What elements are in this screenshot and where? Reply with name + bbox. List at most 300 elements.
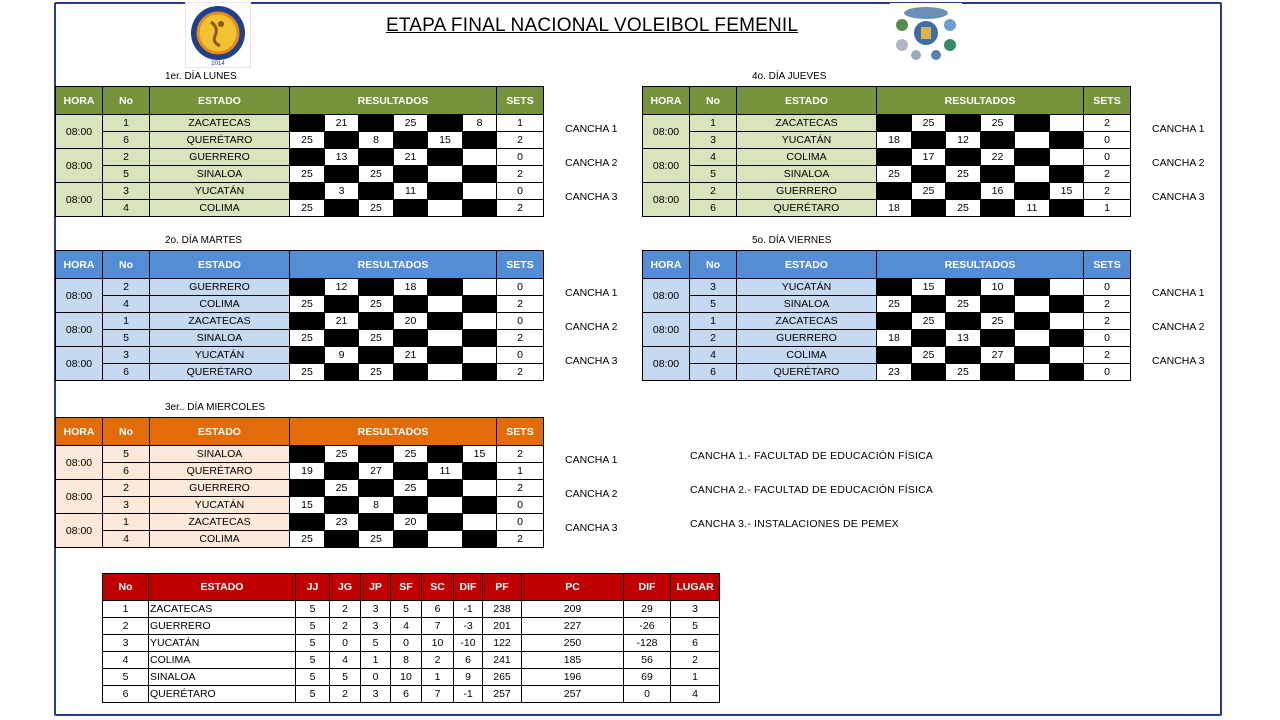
standings-header: No	[103, 574, 149, 601]
score-blank	[877, 279, 912, 296]
standings-row	[103, 618, 720, 635]
score-blank	[290, 347, 325, 364]
sets-won: 0	[1084, 364, 1131, 381]
sets-won: 1	[497, 115, 544, 132]
team-state: COLIMA	[150, 200, 290, 217]
sets-won: 2	[497, 446, 544, 463]
team-number: 3	[103, 497, 150, 514]
set-score	[463, 313, 497, 330]
sets-won: 2	[497, 132, 544, 149]
score-blank	[290, 446, 325, 463]
standings-cell: 69	[624, 669, 671, 686]
standings-cell: 3	[361, 618, 391, 635]
match-row	[56, 514, 544, 531]
set-score	[1015, 296, 1050, 313]
score-blank	[981, 132, 1015, 149]
team-state: ZACATECAS	[737, 313, 877, 330]
header-hora: HORA	[643, 87, 690, 115]
match-row	[643, 313, 1131, 330]
set-score: 25	[359, 364, 394, 381]
header-no: No	[103, 418, 150, 446]
team-state: GUERRERO	[150, 480, 290, 497]
score-blank	[463, 296, 497, 313]
team-state: ZACATECAS	[150, 313, 290, 330]
header-resultados: RESULTADOS	[290, 418, 497, 446]
sets-won: 0	[497, 347, 544, 364]
score-blank	[1015, 115, 1050, 132]
set-score: 20	[394, 514, 428, 531]
match-time: 08:00	[56, 279, 103, 313]
set-score	[1015, 166, 1050, 183]
team-number: 5	[690, 166, 737, 183]
score-blank	[1015, 149, 1050, 166]
team-state: YUCATÁN	[737, 279, 877, 296]
court-label: CANCHA 3	[1152, 191, 1205, 203]
match-time: 08:00	[56, 115, 103, 149]
set-score	[1015, 330, 1050, 347]
score-blank	[1050, 132, 1084, 149]
set-score: 25	[359, 531, 394, 548]
score-blank	[877, 149, 912, 166]
match-row	[56, 497, 544, 514]
standings-cell: 5	[330, 669, 361, 686]
score-blank	[428, 313, 463, 330]
sets-won: 0	[497, 183, 544, 200]
team-number: 5	[103, 166, 150, 183]
team-state: SINALOA	[150, 330, 290, 347]
standings-cell: 5	[103, 669, 149, 686]
score-blank	[359, 313, 394, 330]
match-row	[56, 166, 544, 183]
score-blank	[1015, 279, 1050, 296]
sets-won: 0	[497, 149, 544, 166]
standings-header: JP	[361, 574, 391, 601]
sets-won: 2	[1084, 115, 1131, 132]
set-score: 23	[325, 514, 359, 531]
match-row	[643, 166, 1131, 183]
set-score: 25	[290, 531, 325, 548]
sets-won: 2	[497, 330, 544, 347]
score-blank	[463, 166, 497, 183]
sets-won: 1	[497, 463, 544, 480]
sets-won: 2	[497, 480, 544, 497]
standings-cell: 29	[624, 601, 671, 618]
court-label: CANCHA 1	[1152, 287, 1205, 299]
header-hora: HORA	[56, 251, 103, 279]
standings-cell: 4	[391, 618, 422, 635]
match-row	[56, 347, 544, 364]
set-score: 13	[946, 330, 981, 347]
set-score: 25	[946, 200, 981, 217]
set-score: 22	[981, 149, 1015, 166]
set-score: 25	[359, 166, 394, 183]
sets-won: 2	[1084, 347, 1131, 364]
standings-cell: 2	[330, 601, 361, 618]
standings-cell: -10	[454, 635, 483, 652]
team-number: 4	[103, 296, 150, 313]
header-no: No	[690, 251, 737, 279]
day-label: 3er.. DÍA MIERCOLES	[165, 402, 266, 413]
standings-cell: 5	[296, 669, 330, 686]
standings-cell: 122	[483, 635, 522, 652]
score-blank	[359, 446, 394, 463]
set-score: 25	[946, 296, 981, 313]
sets-won: 2	[497, 200, 544, 217]
set-score	[1050, 347, 1084, 364]
score-blank	[428, 347, 463, 364]
score-blank	[325, 330, 359, 347]
score-blank	[325, 364, 359, 381]
set-score: 25	[877, 296, 912, 313]
set-score: 25	[981, 115, 1015, 132]
standings-cell: -3	[454, 618, 483, 635]
team-state: YUCATÁN	[150, 347, 290, 364]
team-state: SINALOA	[150, 166, 290, 183]
match-time: 08:00	[643, 115, 690, 149]
standings-cell: 56	[624, 652, 671, 669]
set-score: 25	[325, 480, 359, 497]
standings-cell: 5	[296, 635, 330, 652]
set-score: 25	[394, 115, 428, 132]
team-state: COLIMA	[150, 531, 290, 548]
court-label: CANCHA 2	[565, 157, 618, 169]
score-blank	[463, 200, 497, 217]
header-estado: ESTADO	[737, 87, 877, 115]
score-blank	[912, 296, 946, 313]
standings-cell: 2	[671, 652, 720, 669]
team-state: SINALOA	[737, 166, 877, 183]
set-score: 25	[290, 364, 325, 381]
team-number: 6	[103, 132, 150, 149]
standings-cell: 0	[624, 686, 671, 703]
header-no: No	[103, 87, 150, 115]
standings-cell: 6	[103, 686, 149, 703]
standings-cell: 209	[522, 601, 624, 618]
match-row	[643, 115, 1131, 132]
match-time: 08:00	[643, 149, 690, 183]
set-score	[428, 200, 463, 217]
score-blank	[981, 166, 1015, 183]
set-score: 15	[912, 279, 946, 296]
standings-header: SC	[422, 574, 454, 601]
score-blank	[394, 531, 428, 548]
score-blank	[877, 347, 912, 364]
match-row	[56, 183, 544, 200]
score-blank	[1050, 296, 1084, 313]
team-number: 1	[103, 313, 150, 330]
set-score	[463, 514, 497, 531]
standings-cell: 10	[391, 669, 422, 686]
sets-won: 0	[497, 313, 544, 330]
match-row	[56, 115, 544, 132]
standings-table	[102, 573, 720, 703]
set-score	[428, 296, 463, 313]
team-number: 6	[690, 200, 737, 217]
set-score	[463, 149, 497, 166]
set-score: 25	[912, 347, 946, 364]
match-row	[56, 531, 544, 548]
set-score: 25	[290, 330, 325, 347]
page-title: ETAPA FINAL NACIONAL VOLEIBOL FEMENIL	[386, 15, 799, 36]
score-blank	[981, 330, 1015, 347]
standings-cell: 250	[522, 635, 624, 652]
team-state: YUCATÁN	[150, 497, 290, 514]
score-blank	[463, 497, 497, 514]
team-number: 4	[103, 200, 150, 217]
score-blank	[946, 149, 981, 166]
score-blank	[463, 364, 497, 381]
court-label: CANCHA 2	[565, 488, 618, 500]
header-estado: ESTADO	[150, 87, 290, 115]
standings-cell: ZACATECAS	[149, 601, 296, 618]
set-score: 18	[877, 330, 912, 347]
header-estado: ESTADO	[150, 418, 290, 446]
day-label: 4o. DÍA JUEVES	[752, 71, 827, 82]
header-resultados: RESULTADOS	[290, 251, 497, 279]
set-score	[1050, 313, 1084, 330]
venue-cancha-2: CANCHA 2.- FACULTAD DE EDUCACIÓN FÍSICA	[690, 484, 934, 496]
set-score: 18	[394, 279, 428, 296]
score-blank	[325, 296, 359, 313]
standings-cell: 5	[361, 635, 391, 652]
score-blank	[394, 463, 428, 480]
day-label: 2o. DÍA MARTES	[165, 235, 243, 246]
team-state: ZACATECAS	[737, 115, 877, 132]
match-time: 08:00	[643, 313, 690, 347]
team-number: 3	[690, 132, 737, 149]
score-blank	[981, 364, 1015, 381]
team-state: ZACATECAS	[150, 514, 290, 531]
team-number: 6	[103, 463, 150, 480]
score-blank	[428, 480, 463, 497]
standings-cell: 5	[391, 601, 422, 618]
sets-won: 2	[1084, 183, 1131, 200]
court-label: CANCHA 2	[1152, 321, 1205, 333]
standings-cell: 5	[296, 652, 330, 669]
team-state: YUCATÁN	[737, 132, 877, 149]
set-score: 21	[394, 149, 428, 166]
set-score: 3	[325, 183, 359, 200]
team-state: QUERÉTARO	[737, 200, 877, 217]
set-score	[428, 166, 463, 183]
day-results-table	[55, 250, 544, 381]
standings-header: DIF	[454, 574, 483, 601]
standings-cell: SINALOA	[149, 669, 296, 686]
team-state: ZACATECAS	[150, 115, 290, 132]
score-blank	[359, 115, 394, 132]
score-blank	[912, 330, 946, 347]
match-row	[56, 480, 544, 497]
set-score	[463, 347, 497, 364]
set-score: 25	[290, 296, 325, 313]
venue-cancha-1: CANCHA 1.- FACULTAD DE EDUCACIÓN FÍSICA	[690, 450, 934, 462]
score-blank	[394, 296, 428, 313]
standings-cell: GUERRERO	[149, 618, 296, 635]
sets-won: 2	[1084, 296, 1131, 313]
match-time: 08:00	[643, 347, 690, 381]
standings-cell: COLIMA	[149, 652, 296, 669]
set-score: 25	[359, 296, 394, 313]
score-blank	[325, 463, 359, 480]
set-score: 13	[325, 149, 359, 166]
set-score: 25	[394, 446, 428, 463]
set-score	[428, 531, 463, 548]
score-blank	[359, 279, 394, 296]
standings-cell: 5	[296, 686, 330, 703]
team-state: QUERÉTARO	[150, 364, 290, 381]
set-score: 21	[325, 115, 359, 132]
standings-header: ESTADO	[149, 574, 296, 601]
standings-header: JJ	[296, 574, 330, 601]
set-score: 10	[981, 279, 1015, 296]
match-row	[56, 364, 544, 381]
score-blank	[428, 149, 463, 166]
team-number: 3	[103, 183, 150, 200]
score-blank	[394, 166, 428, 183]
standings-cell: 7	[422, 618, 454, 635]
set-score	[463, 480, 497, 497]
team-state: QUERÉTARO	[150, 132, 290, 149]
match-row	[56, 279, 544, 296]
header-resultados: RESULTADOS	[877, 87, 1084, 115]
team-number: 6	[103, 364, 150, 381]
set-score: 8	[359, 497, 394, 514]
day-label: 1er. DÍA LUNES	[165, 71, 237, 82]
match-row	[643, 200, 1131, 217]
set-score	[1050, 149, 1084, 166]
header-hora: HORA	[56, 87, 103, 115]
score-blank	[463, 132, 497, 149]
score-blank	[1015, 183, 1050, 200]
standings-row	[103, 601, 720, 618]
header-resultados: RESULTADOS	[877, 251, 1084, 279]
score-blank	[290, 149, 325, 166]
court-label: CANCHA 3	[565, 191, 618, 203]
match-row	[56, 463, 544, 480]
standings-cell: 5	[671, 618, 720, 635]
match-row	[56, 296, 544, 313]
set-score: 25	[912, 183, 946, 200]
set-score: 21	[394, 347, 428, 364]
set-score: 25	[359, 200, 394, 217]
match-row	[56, 149, 544, 166]
set-score: 25	[981, 313, 1015, 330]
team-state: COLIMA	[737, 347, 877, 364]
match-time: 08:00	[56, 313, 103, 347]
match-time: 08:00	[56, 446, 103, 480]
standings-header: LUGAR	[671, 574, 720, 601]
match-time: 08:00	[56, 514, 103, 548]
set-score: 15	[1050, 183, 1084, 200]
team-number: 5	[690, 296, 737, 313]
team-state: GUERRERO	[150, 149, 290, 166]
match-time: 08:00	[56, 149, 103, 183]
header-hora: HORA	[643, 251, 690, 279]
standings-row	[103, 686, 720, 703]
set-score: 27	[359, 463, 394, 480]
set-score: 27	[981, 347, 1015, 364]
sets-won: 0	[497, 279, 544, 296]
standings-row	[103, 652, 720, 669]
score-blank	[1015, 313, 1050, 330]
score-blank	[912, 200, 946, 217]
set-score: 25	[946, 166, 981, 183]
standings-cell: 4	[671, 686, 720, 703]
standings-cell: 0	[330, 635, 361, 652]
set-score: 8	[463, 115, 497, 132]
team-state: GUERRERO	[737, 183, 877, 200]
score-blank	[290, 313, 325, 330]
team-state: COLIMA	[737, 149, 877, 166]
standings-cell: 3	[103, 635, 149, 652]
sets-won: 0	[1084, 149, 1131, 166]
score-blank	[912, 132, 946, 149]
standings-cell: 201	[483, 618, 522, 635]
score-blank	[290, 279, 325, 296]
score-blank	[325, 132, 359, 149]
set-score	[1015, 132, 1050, 149]
match-row	[643, 132, 1131, 149]
score-blank	[981, 296, 1015, 313]
set-score: 25	[946, 364, 981, 381]
standings-cell: 257	[483, 686, 522, 703]
standings-cell: 0	[391, 635, 422, 652]
match-row	[643, 330, 1131, 347]
set-score: 25	[359, 330, 394, 347]
score-blank	[1050, 330, 1084, 347]
sets-won: 1	[1084, 200, 1131, 217]
set-score: 25	[877, 166, 912, 183]
sets-won: 2	[497, 296, 544, 313]
score-blank	[428, 183, 463, 200]
set-score: 25	[912, 313, 946, 330]
score-blank	[946, 115, 981, 132]
standings-cell: 6	[671, 635, 720, 652]
match-row	[56, 200, 544, 217]
header-sets: SETS	[1084, 251, 1131, 279]
match-row	[643, 296, 1131, 313]
standings-cell: 2	[330, 618, 361, 635]
header-sets: SETS	[497, 87, 544, 115]
sets-won: 0	[497, 514, 544, 531]
score-blank	[1050, 166, 1084, 183]
team-number: 2	[103, 480, 150, 497]
match-row	[643, 364, 1131, 381]
standings-cell: -1	[454, 686, 483, 703]
standings-cell: 227	[522, 618, 624, 635]
set-score: 16	[981, 183, 1015, 200]
standings-cell: 1	[361, 652, 391, 669]
match-row	[56, 132, 544, 149]
court-label: CANCHA 1	[1152, 123, 1205, 135]
match-time: 08:00	[643, 279, 690, 313]
standings-cell: -26	[624, 618, 671, 635]
standings-header: DIF	[624, 574, 671, 601]
court-label: CANCHA 3	[565, 522, 618, 534]
standings-header: SF	[391, 574, 422, 601]
day-label: 5o. DÍA VIERNES	[752, 235, 832, 246]
score-blank	[1050, 364, 1084, 381]
standings-cell: 238	[483, 601, 522, 618]
score-blank	[946, 313, 981, 330]
match-row	[643, 279, 1131, 296]
team-number: 2	[103, 279, 150, 296]
set-score: 20	[394, 313, 428, 330]
standings-cell: 241	[483, 652, 522, 669]
sets-won: 0	[497, 497, 544, 514]
team-state: SINALOA	[150, 446, 290, 463]
standings-cell: 6	[422, 601, 454, 618]
